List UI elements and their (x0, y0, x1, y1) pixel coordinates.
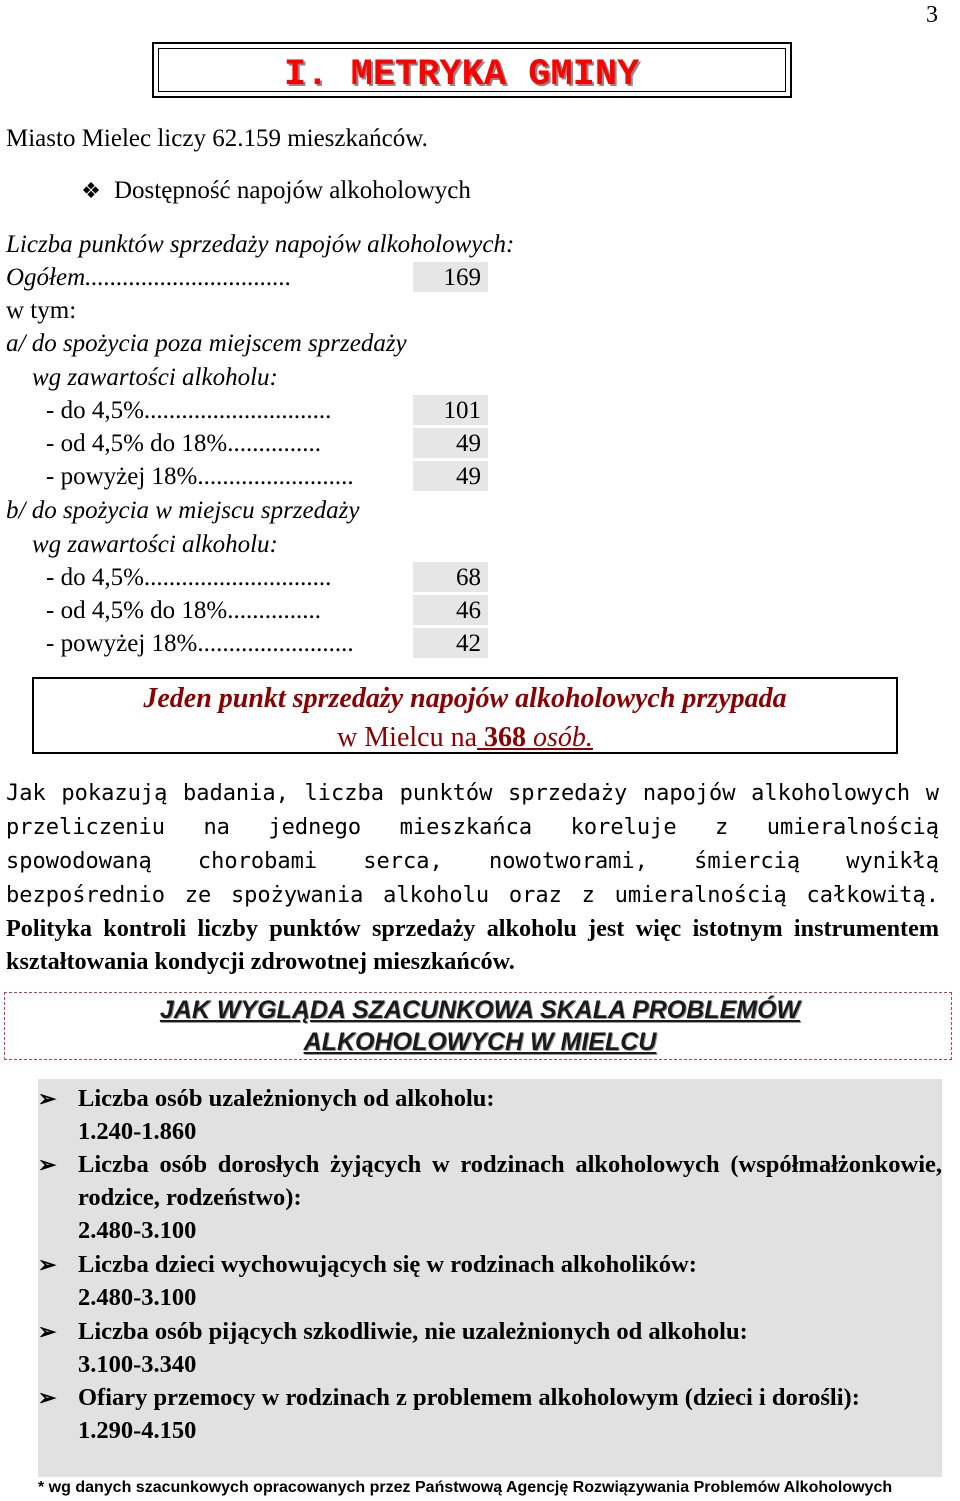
estimate-item (38, 1082, 942, 1148)
group-b-row-value: 46 (413, 595, 488, 625)
footnote: * wg danych szacunkowych opracowanych przez Państwową Agencję Rozwiązywania Problemów Alkoholowych (38, 1479, 893, 1496)
intro-text: Miasto Mielec liczy 62.159 mieszkańców. (6, 125, 428, 152)
estimate-item-text: Liczba osób pijących szkodliwie, nie uzależnionych od alkoholu: (78, 1318, 748, 1345)
estimate-item (38, 1148, 942, 1247)
page-number: 3 (926, 2, 938, 28)
group-a-row-label: - do 4,5%.............................. (46, 397, 332, 424)
arrow-bullet-icon: ➢ (38, 1152, 57, 1177)
estimate-item-value: 2.480-3.100 (78, 1284, 197, 1311)
points-subheading: Liczba punktów sprzedaży napojów alkoholowych: (6, 231, 515, 258)
arrow-bullet-icon: ➢ (38, 1252, 57, 1277)
group-a-sub: wg zawartości alkoholu: (32, 364, 278, 391)
group-b-heading: b/ do spożycia w miejscu sprzedaży (6, 497, 360, 524)
group-a-row-value: 49 (413, 461, 488, 491)
group-a-heading: a/ do spożycia poza miejscem sprzedaży (6, 330, 407, 357)
highlight-line-2 (0, 722, 930, 754)
paragraph-bold-text: Polityka kontroli liczby punktów sprzedaży alkoholu jest więc istotnym instrumentem kształtowania kondycji zdrowotnej mieszkańców. (6, 915, 939, 975)
section-title-line-2: ALKOHOLOWYCH W MIELCU (303, 1028, 657, 1056)
group-b-sub: wg zawartości alkoholu: (32, 531, 278, 558)
estimate-item-value: 1.240-1.860 (78, 1118, 197, 1145)
estimate-item-text: Liczba dzieci wychowujących się w rodzinach alkoholików: (78, 1251, 697, 1278)
estimate-item (38, 1381, 942, 1447)
diamond-bullet-icon: ❖ (81, 178, 101, 203)
estimate-item-value: 3.100-3.340 (78, 1351, 197, 1378)
section-title-line-1: JAK WYGLĄDA SZACUNKOWA SKALA PROBLEMÓW (159, 996, 801, 1024)
total-label: Ogółem................................. (6, 264, 292, 291)
group-b-row-value: 68 (413, 562, 488, 592)
group-a-row-value: 49 (413, 428, 488, 458)
people-per-point-value: 368 (477, 722, 534, 753)
arrow-bullet-icon: ➢ (38, 1086, 57, 1111)
estimate-item-text: Liczba osób dorosłych żyjących w rodzinach alkoholowych (współmałżonkowie, rodzice, rodzeństwo): (78, 1151, 942, 1211)
estimate-item-value: 1.290-4.150 (78, 1417, 197, 1444)
group-a-row-label: - od 4,5% do 18%............... (46, 430, 321, 457)
estimate-item-text: Ofiary przemocy w rodzinach z problemem alkoholowym (dzieci i dorośli): (78, 1384, 860, 1411)
group-a-row-label: - powyżej 18%......................... (46, 463, 354, 490)
group-b-row-label: - do 4,5%.............................. (46, 564, 332, 591)
estimate-item-value: 2.480-3.100 (78, 1217, 197, 1244)
estimate-item (38, 1248, 942, 1314)
highlight-suffix: osób. (533, 722, 593, 753)
section-title (0, 994, 960, 1058)
group-b-row-label: - od 4,5% do 18%............... (46, 597, 321, 624)
estimate-item-text: Liczba osób uzależnionych od alkoholu: (78, 1085, 495, 1112)
page-title: I. METRYKA GMINY (284, 54, 640, 96)
arrow-bullet-icon: ➢ (38, 1385, 57, 1410)
group-b-row-value: 42 (413, 628, 488, 658)
highlight-line-1: Jeden punkt sprzedaży napojów alkoholowych przypada (143, 683, 787, 714)
arrow-bullet-icon: ➢ (38, 1319, 57, 1344)
paragraph-plain-text: Jak pokazują badania, liczba punktów sprzedaży napojów alkoholowych w przeliczeniu na jednego mieszkańca koreluje z umieralnością spowodowaną chorobami serca, nowotworami, śmiercią wynikłą bezpośrednio ze spożywania alkoholu oraz z umieralnością całkowitą. (6, 781, 939, 908)
section-heading-text: Dostępność napojów alkoholowych (114, 177, 471, 204)
section-heading (80, 176, 471, 206)
w-tym-label: w tym: (6, 297, 77, 324)
highlight-prefix: w Mielcu na (337, 722, 478, 753)
group-a-row-value: 101 (413, 395, 488, 425)
group-b-row-label: - powyżej 18%......................... (46, 630, 354, 657)
estimate-item (38, 1315, 942, 1381)
total-value: 169 (413, 262, 488, 292)
body-paragraph (6, 776, 939, 978)
